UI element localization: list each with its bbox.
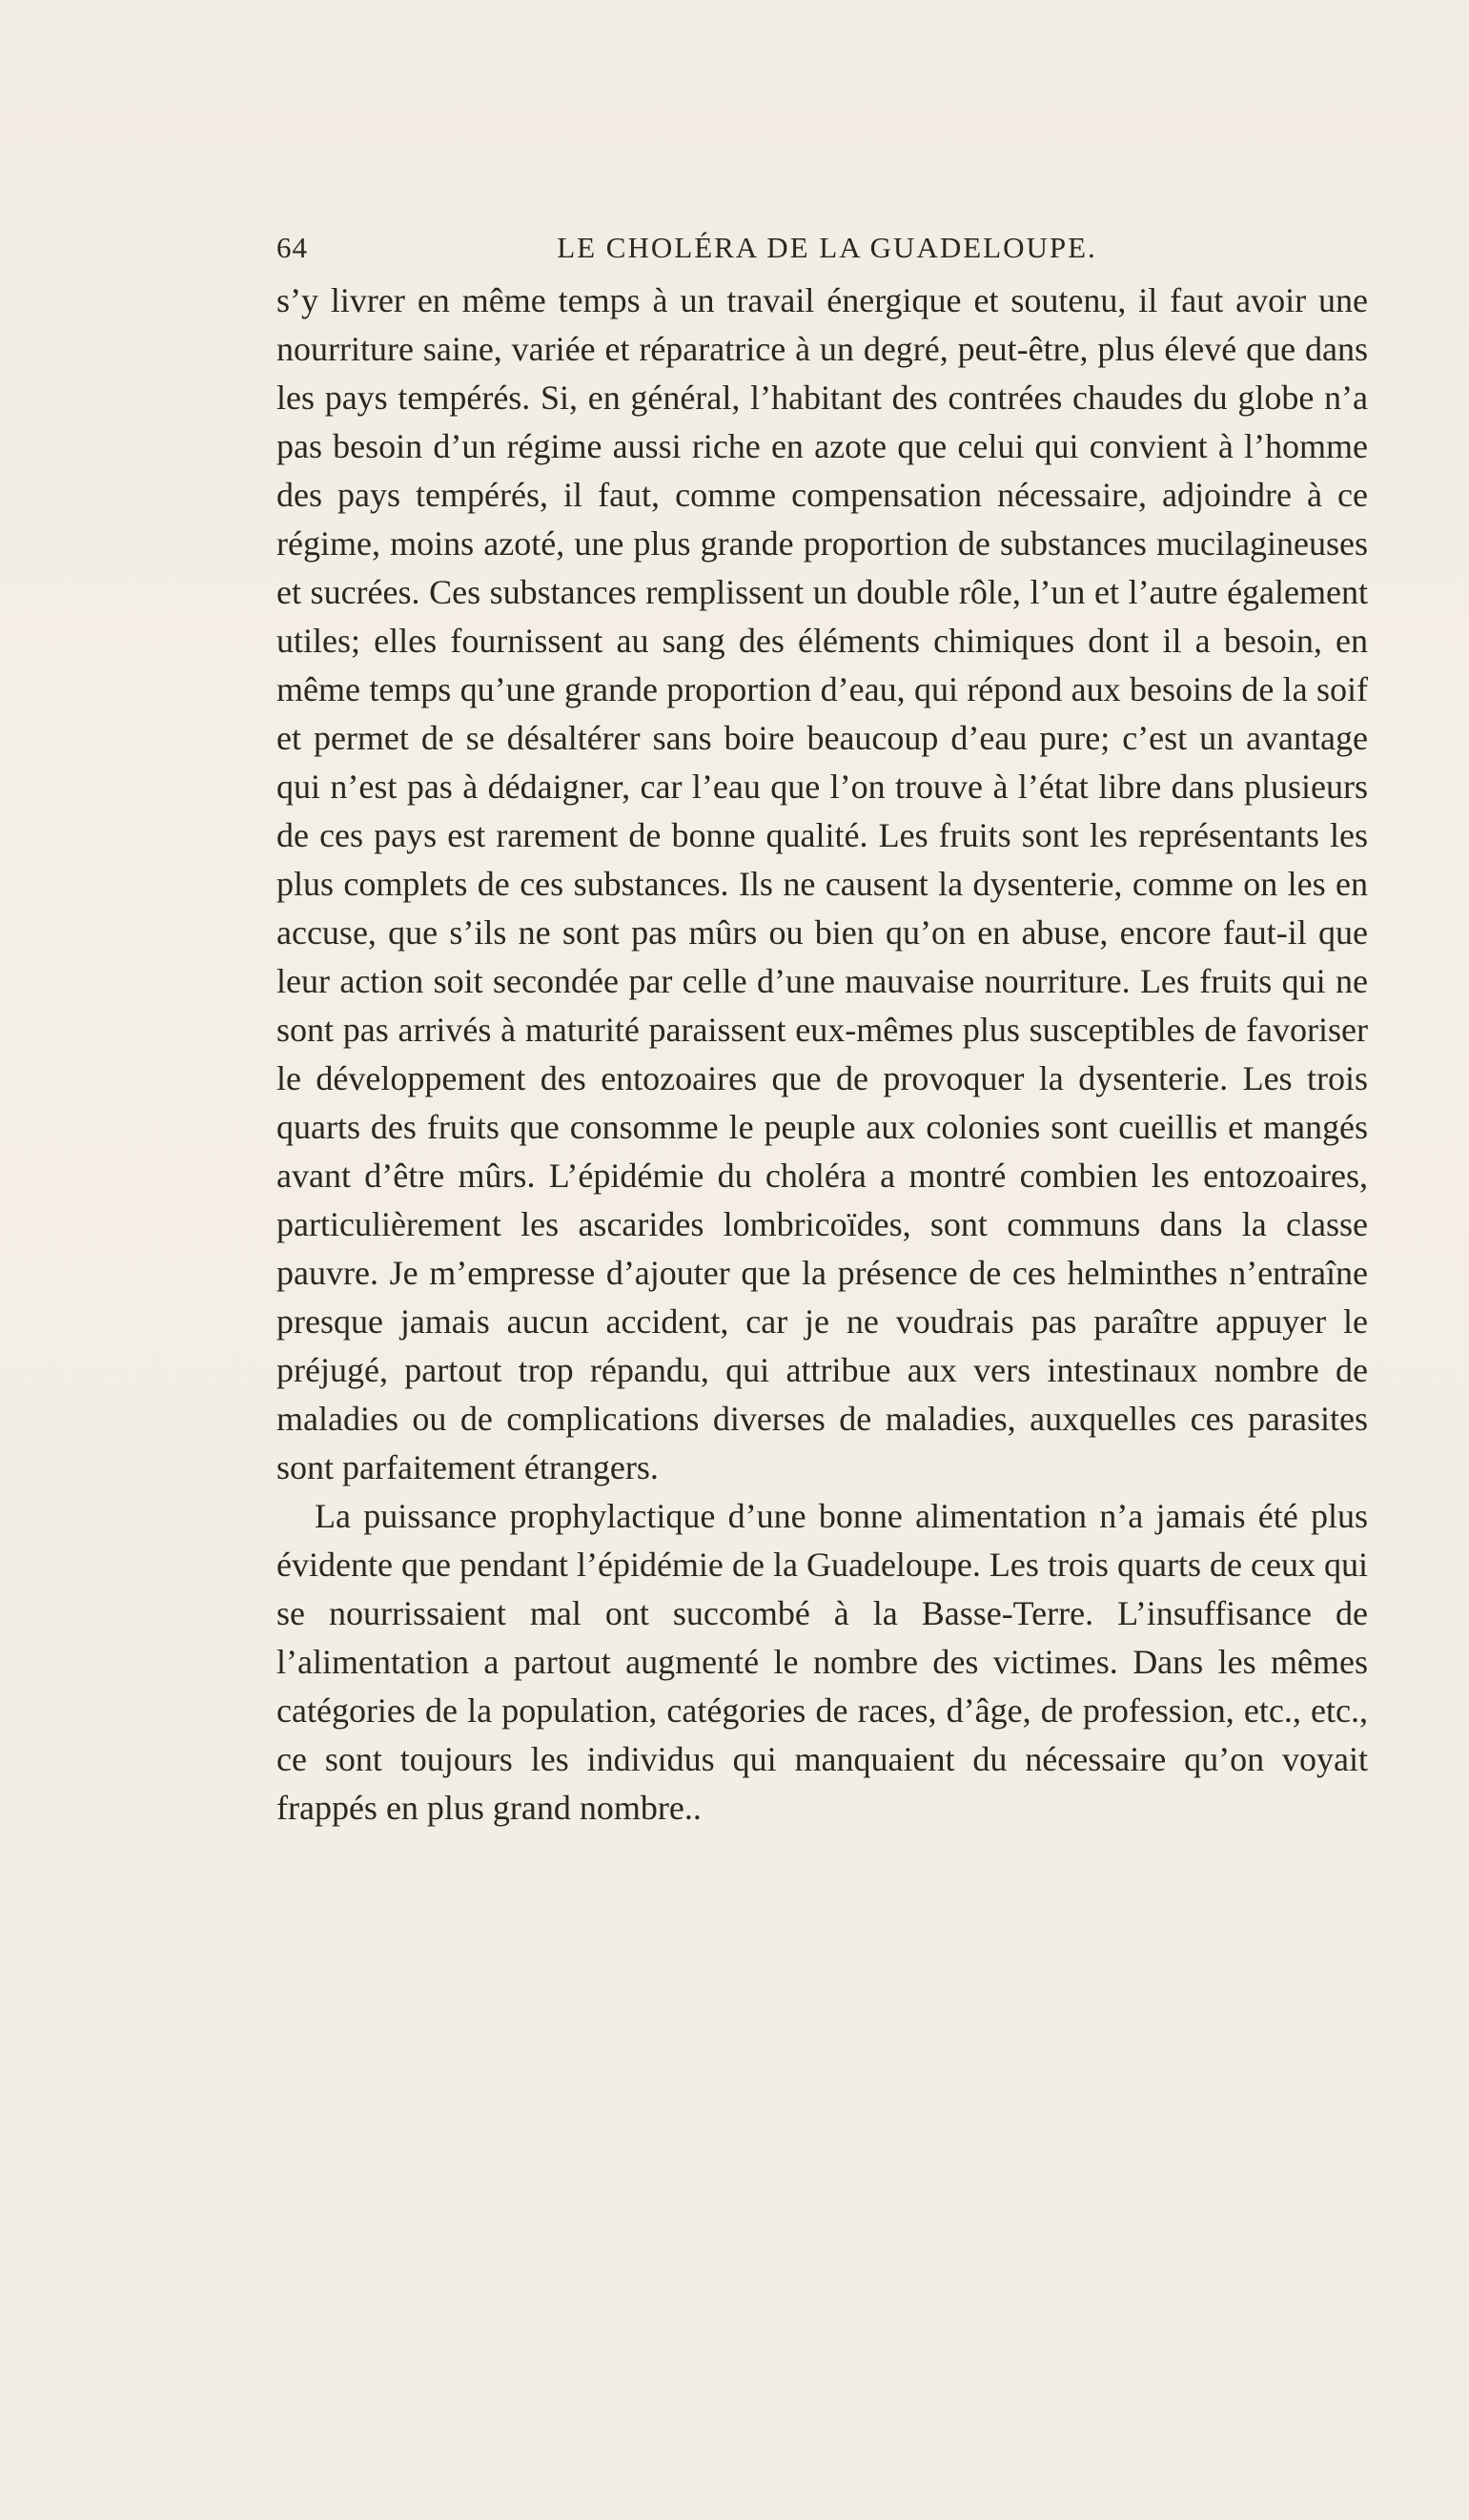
page-header	[276, 231, 1377, 269]
paragraph-2: La puissance prophylactique d’une bonne alimentation n’a jamais été plus évidente que pendant l’épidémie de la Guadeloupe. Les trois quarts de ceux qui se nourrissaient mal ont succombé à la Basse-Terre. L’insuffisance de l’alimentation a partout augmenté le nombre des victimes. Dans les mêmes catégories de la population, catégories de races, d’âge, de profession, etc., etc., ce sont toujours les individus qui manquaient du nécessaire qu’on voyait frappés en plus grand nombre..	[276, 1497, 1368, 1827]
paragraph-1: s’y livrer en même temps à un travail énergique et soutenu, il faut avoir une nourriture saine, variée et réparatrice à un degré, peut-être, plus élevé que dans les pays tempérés. Si, en général, l’habitant des contrées chaudes du globe n’a pas besoin d’un régime aussi riche en azote que celui qui convient à l’homme des pays tempérés, il faut, comme compensation nécessaire, adjoindre à ce régime, moins azoté, une plus grande proportion de substances mucilagineuses et sucrées. Ces substances remplissent un double rôle, l’un et l’autre également utiles; elles fournissent au sang des éléments chimiques dont il a besoin, en même temps qu’une grande proportion d’eau, qui répond aux besoins de la soif et permet de se désaltérer sans boire beaucoup d’eau pure; c’est un avantage qui n’est pas à dédaigner, car l’eau que l’on trouve à l’état libre dans plusieurs de ces pays est rarement de bonne qualité. Les fruits sont les représentants les plus complets de ces substances. Ils ne causent la dysenterie, comme on les en accuse, que s’ils ne sont pas mûrs ou bien qu’on en abuse, encore faut-il que leur action soit secondée par celle d’une mauvaise nourriture. Les fruits qui ne sont pas arrivés à maturité paraissent eux-mêmes plus susceptibles de favoriser le développement des entozoaires que de provoquer la dysenterie. Les trois quarts des fruits que consomme le peuple aux colonies sont cueillis et mangés avant d’être mûrs. L’épidémie du choléra a montré combien les entozoaires, particulièrement les ascarides lombricoïdes, sont communs dans la classe pauvre. Je m’empresse d’ajouter que la présence de ces helminthes n’entraîne presque jamais aucun accident, car je ne voudrais pas paraître appuyer le préjugé, partout trop répandu, qui attribue aux vers intestinaux nombre de maladies ou de complications diverses de maladies, auxquelles ces parasites sont parfaitement étrangers.	[276, 281, 1368, 1486]
page-number: 64	[276, 231, 308, 264]
running-title: LE CHOLÉRA DE LA GUADELOUPE.	[557, 231, 1097, 264]
body-text	[276, 277, 1368, 1833]
